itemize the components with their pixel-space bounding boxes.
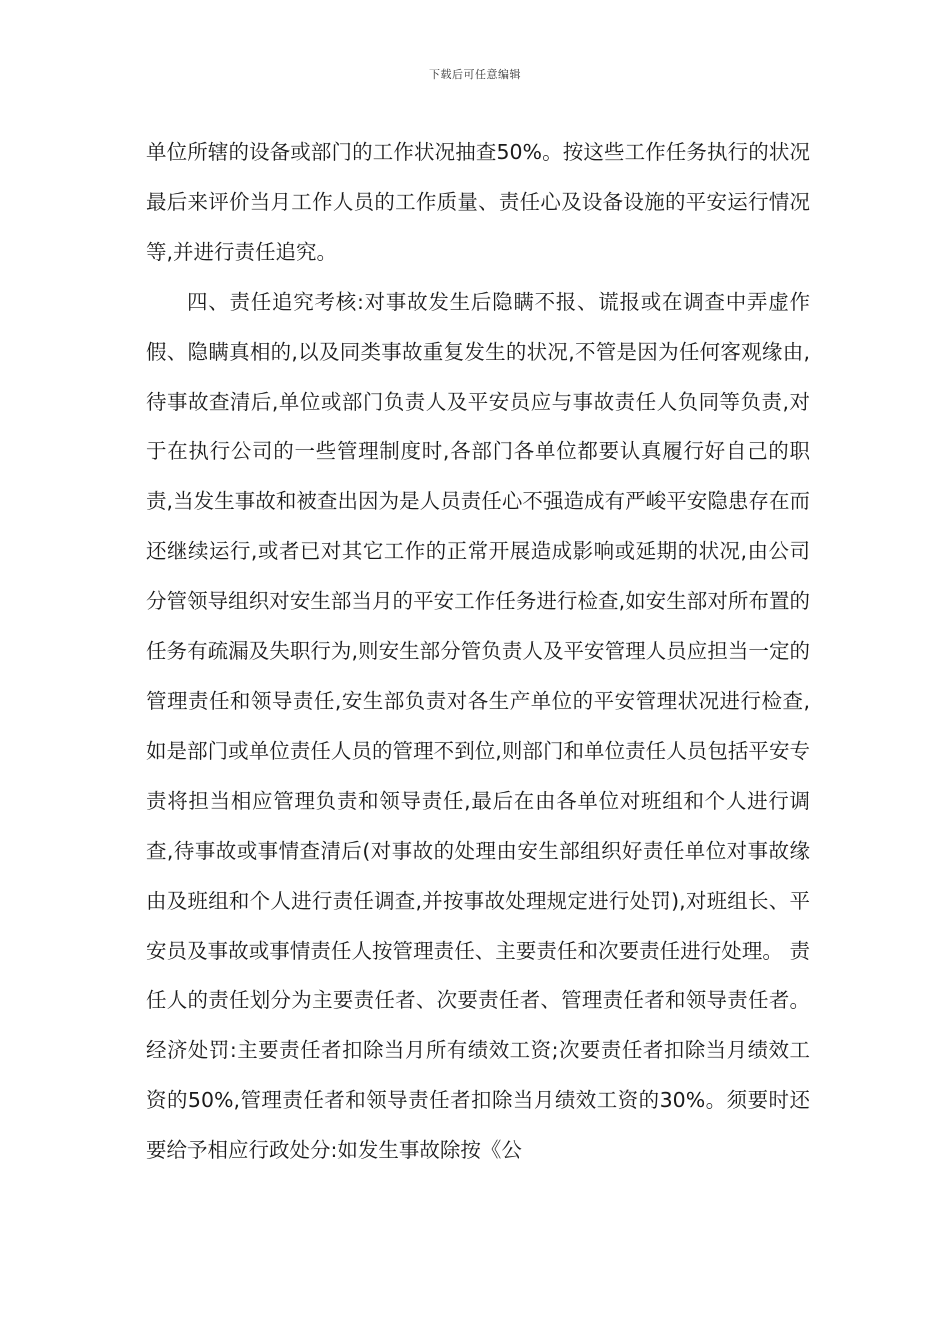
paragraph-responsibility-assessment: 四、责任追究考核:对事故发生后隐瞒不报、谎报或在调查中弄虚作假、隐瞒真相的,以及同类事故重复发生的状况,不管是因为任何客观缘由,待事故查清后,单位或部门负责人及平安员应与事故责任人负同等负责,对于在执行公司的一些管理制度时,各部门各单位都要认真履行好自己的职责,当发生事故和被查出因为是人员责任心不强造成有严峻平安隐患存在而还继续运行,或者已对其它工作的正常开展造成影响或延期的状况,由公司分管领导组织对安生部当月的平安工作任务进行检查,如安生部对所布置的任务有疏漏及失职行为,则安生部分管负责人及平安管理人员应担当一定的管理责任和领导责任,安生部负责对各生产单位的平安管理状况进行检查,如是部门或单位责任人员的管理不到位,则部门和单位责任人员包括平安专责将担当相应管理负责和领导责任,最后在由各单位对班组和个人进行调查,待事故或事情查清后(对事故的处理由安生部组织好责任单位对事故缘由及班组和个人进行责任调查,并按事故处理规定进行处罚),对班组长、平安员及事故或事情责任人按管理责任、主要责任和次要责任进行处理。 责任人的责任划分为主要责任者、次要责任者、管理责任者和领导责任者。经济处罚:主要责任者扣除当月所有绩效工资;次要责任者扣除当月绩效工资的50%,管理责任者和领导责任者扣除当月绩效工资的30%。须要时还要给予相应行政处分:如发生事故除按《公 bbox=[146, 289, 810, 1163]
document-body bbox=[146, 128, 810, 1176]
page-header: 下载后可任意编辑 bbox=[429, 68, 521, 81]
paragraph-continuation: 单位所辖的设备或部门的工作状况抽查50%。按这些工作任务执行的状况最后来评价当月工作人员的工作质量、责任心及设备设施的平安运行情况等,并进行责任追究。 bbox=[146, 140, 810, 264]
